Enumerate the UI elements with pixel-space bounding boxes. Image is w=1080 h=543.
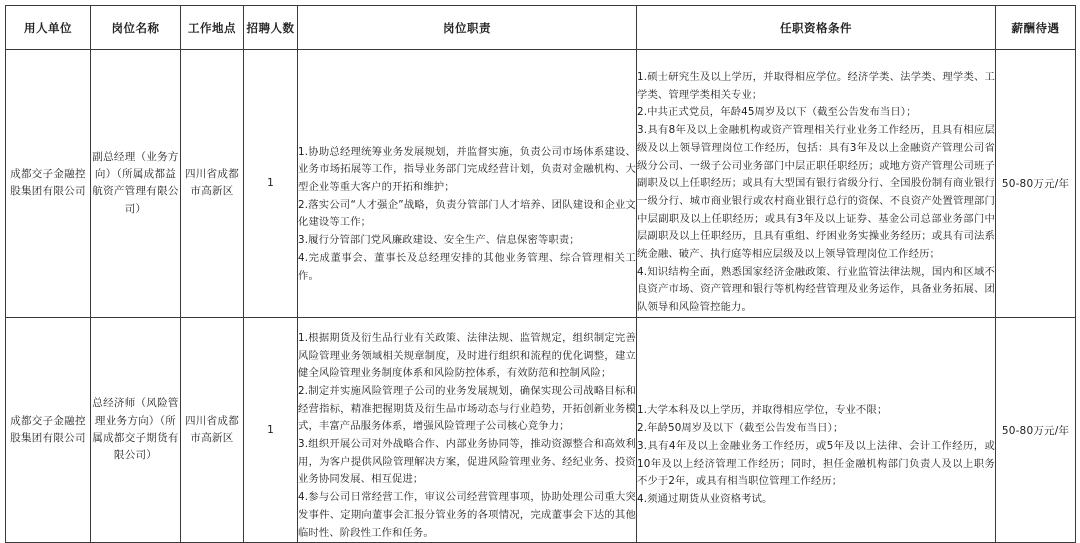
cell-unit: 成都交子金融控股集团有限公司	[6, 317, 91, 542]
cell-duty	[298, 50, 637, 318]
column-header-post: 岗位名称	[91, 6, 181, 50]
paragraph: 4.完成董事会、董事长及总经理安排的其他业务管理、综合管理相关工作。	[298, 251, 636, 282]
cell-qualification	[637, 317, 996, 542]
column-header-unit: 用人单位	[6, 6, 91, 50]
table-header	[6, 6, 1076, 50]
cell-duty	[298, 317, 637, 542]
column-header-count: 招聘人数	[244, 6, 298, 50]
table-body	[6, 50, 1076, 543]
paragraph: 3.具有8年及以上金融机构或资产管理相关行业业务工作经历，且具有相应层级及以上领导管理岗位工作经历，包括：具有3年及以上金融资产管理公司省级分公司、一级子公司业务部门中层正职任职经历；或地方资产管理公司班子副职及以上任职经历；或具有大型国有银行省级分行、全国股份制有商业银行一级分行、城市商业银行或农村商业银行总行的资保、不良资产处置管理部门中层副职及以上任职经历；或具有3年及以上证券、基金公司总部业务部门中层副职及以上任职经历，且具有重组、纾困业务实操业务经历；或具有司法系统金融、破产、执行庭等相应层级及以上领导管理岗位工作经历；	[637, 124, 995, 261]
paragraph: 3.组织开展公司对外战略合作、内部业务协同等，推动资源整合和高效利用，为客户提供风险管理解决方案，促进风险管理业务、经纪业务、投资业务协同发展、相互促进；	[298, 438, 636, 486]
cell-place: 四川省成都市高新区	[181, 317, 244, 542]
cell-salary: 50-80万元/年	[996, 50, 1076, 318]
paragraph: 4.知识结构全面，熟悉国家经济金融政策、行业监管法律法规，国内和区域不良资产市场、资产管理和银行等机构经营管理及业务运作，具备业务拓展、团队领导和风险管控能力。	[637, 265, 995, 314]
column-header-salary: 薪酬待遇	[996, 6, 1076, 50]
cell-qualification	[637, 50, 996, 318]
cell-unit: 成都交子金融控股集团有限公司	[6, 50, 91, 318]
cell-place: 四川省成都市高新区	[181, 50, 244, 318]
paragraph: 2.落实公司“人才强企”战略，负责分管部门人才培养、团队建设和企业文化建设等工作；	[298, 198, 636, 229]
table-row	[6, 317, 1076, 542]
paragraph: 3.具有4年及以上金融业务工作经历，或5年及以上法律、会计工作经历，或10年及以上经济管理工作经历；同时，担任金融机构部门负责人及以上职务不少于2年，或具有相当职位管理工作经历；	[637, 439, 995, 488]
paragraph: 1.协助总经理统筹业务发展规划，并监督实施，负责公司市场体系建设、业务市场拓展等工作，指导业务部门完成经营计划，负责对金融机构、大型企业等重大客户的开拓和维护；	[298, 145, 636, 194]
paragraph: 1.大学本科及以上学历，并取得相应学位，专业不限；	[637, 404, 888, 417]
cell-count: 1	[244, 317, 298, 542]
table-row	[6, 50, 1076, 318]
paragraph: 3.履行分管部门党风廉政建设、安全生产、信息保密等职责；	[298, 234, 580, 247]
paragraph: 1.硕士研究生及以上学历，并取得相应学位。经济学类、法学类、理学类、工学类、管理学类相关专业；	[637, 71, 995, 101]
paragraph: 2.中共正式党员，年龄45周岁及以下（截至公告发布当日）；	[637, 106, 917, 119]
cell-post: 副总经理（业务方向）（所属成都益航资产管理有限公司）	[91, 50, 181, 318]
paragraph: 2.年龄50周岁及以下（截至公告发布当日）；	[637, 422, 844, 435]
paragraph: 4.参与公司日常经营工作，审议公司经营管理事项，协助处理公司重大突发事件、定期向董事会汇报分管业务的各项情况，完成董事会下达的其他临时性、阶段性工作和任务。	[298, 491, 636, 539]
column-header-duty: 岗位职责	[298, 6, 637, 50]
paragraph: 1.根据期货及衍生品行业有关政策、法律法规、监管规定，组织制定完善风险管理业务领域相关规章制度，及时进行组织和流程的优化调整，建立健全风险管理业务制度体系和风险防控体系，有效防范和控制风险；	[298, 331, 636, 380]
cell-post: 总经济师（风险管理业务方向）（所属成都交子期货有限公司）	[91, 317, 181, 542]
paragraph: 4.须通过期货从业资格考试。	[637, 492, 773, 505]
cell-salary: 50-80万元/年	[996, 317, 1076, 542]
cell-count: 1	[244, 50, 298, 318]
paragraph: 2.制定并实施风险管理子公司的业务发展规划，确保实现公司战略目标和经营指标，精准把握期货及衍生品市场动态与行业趋势，开拓创新业务模式，丰富产品服务体系，增强风险管理子公司核心竞争力；	[298, 384, 636, 433]
column-header-place: 工作地点	[181, 6, 244, 50]
column-header-qual: 任职资格条件	[637, 6, 996, 50]
recruitment-table	[5, 5, 1076, 543]
header-row	[6, 6, 1076, 50]
